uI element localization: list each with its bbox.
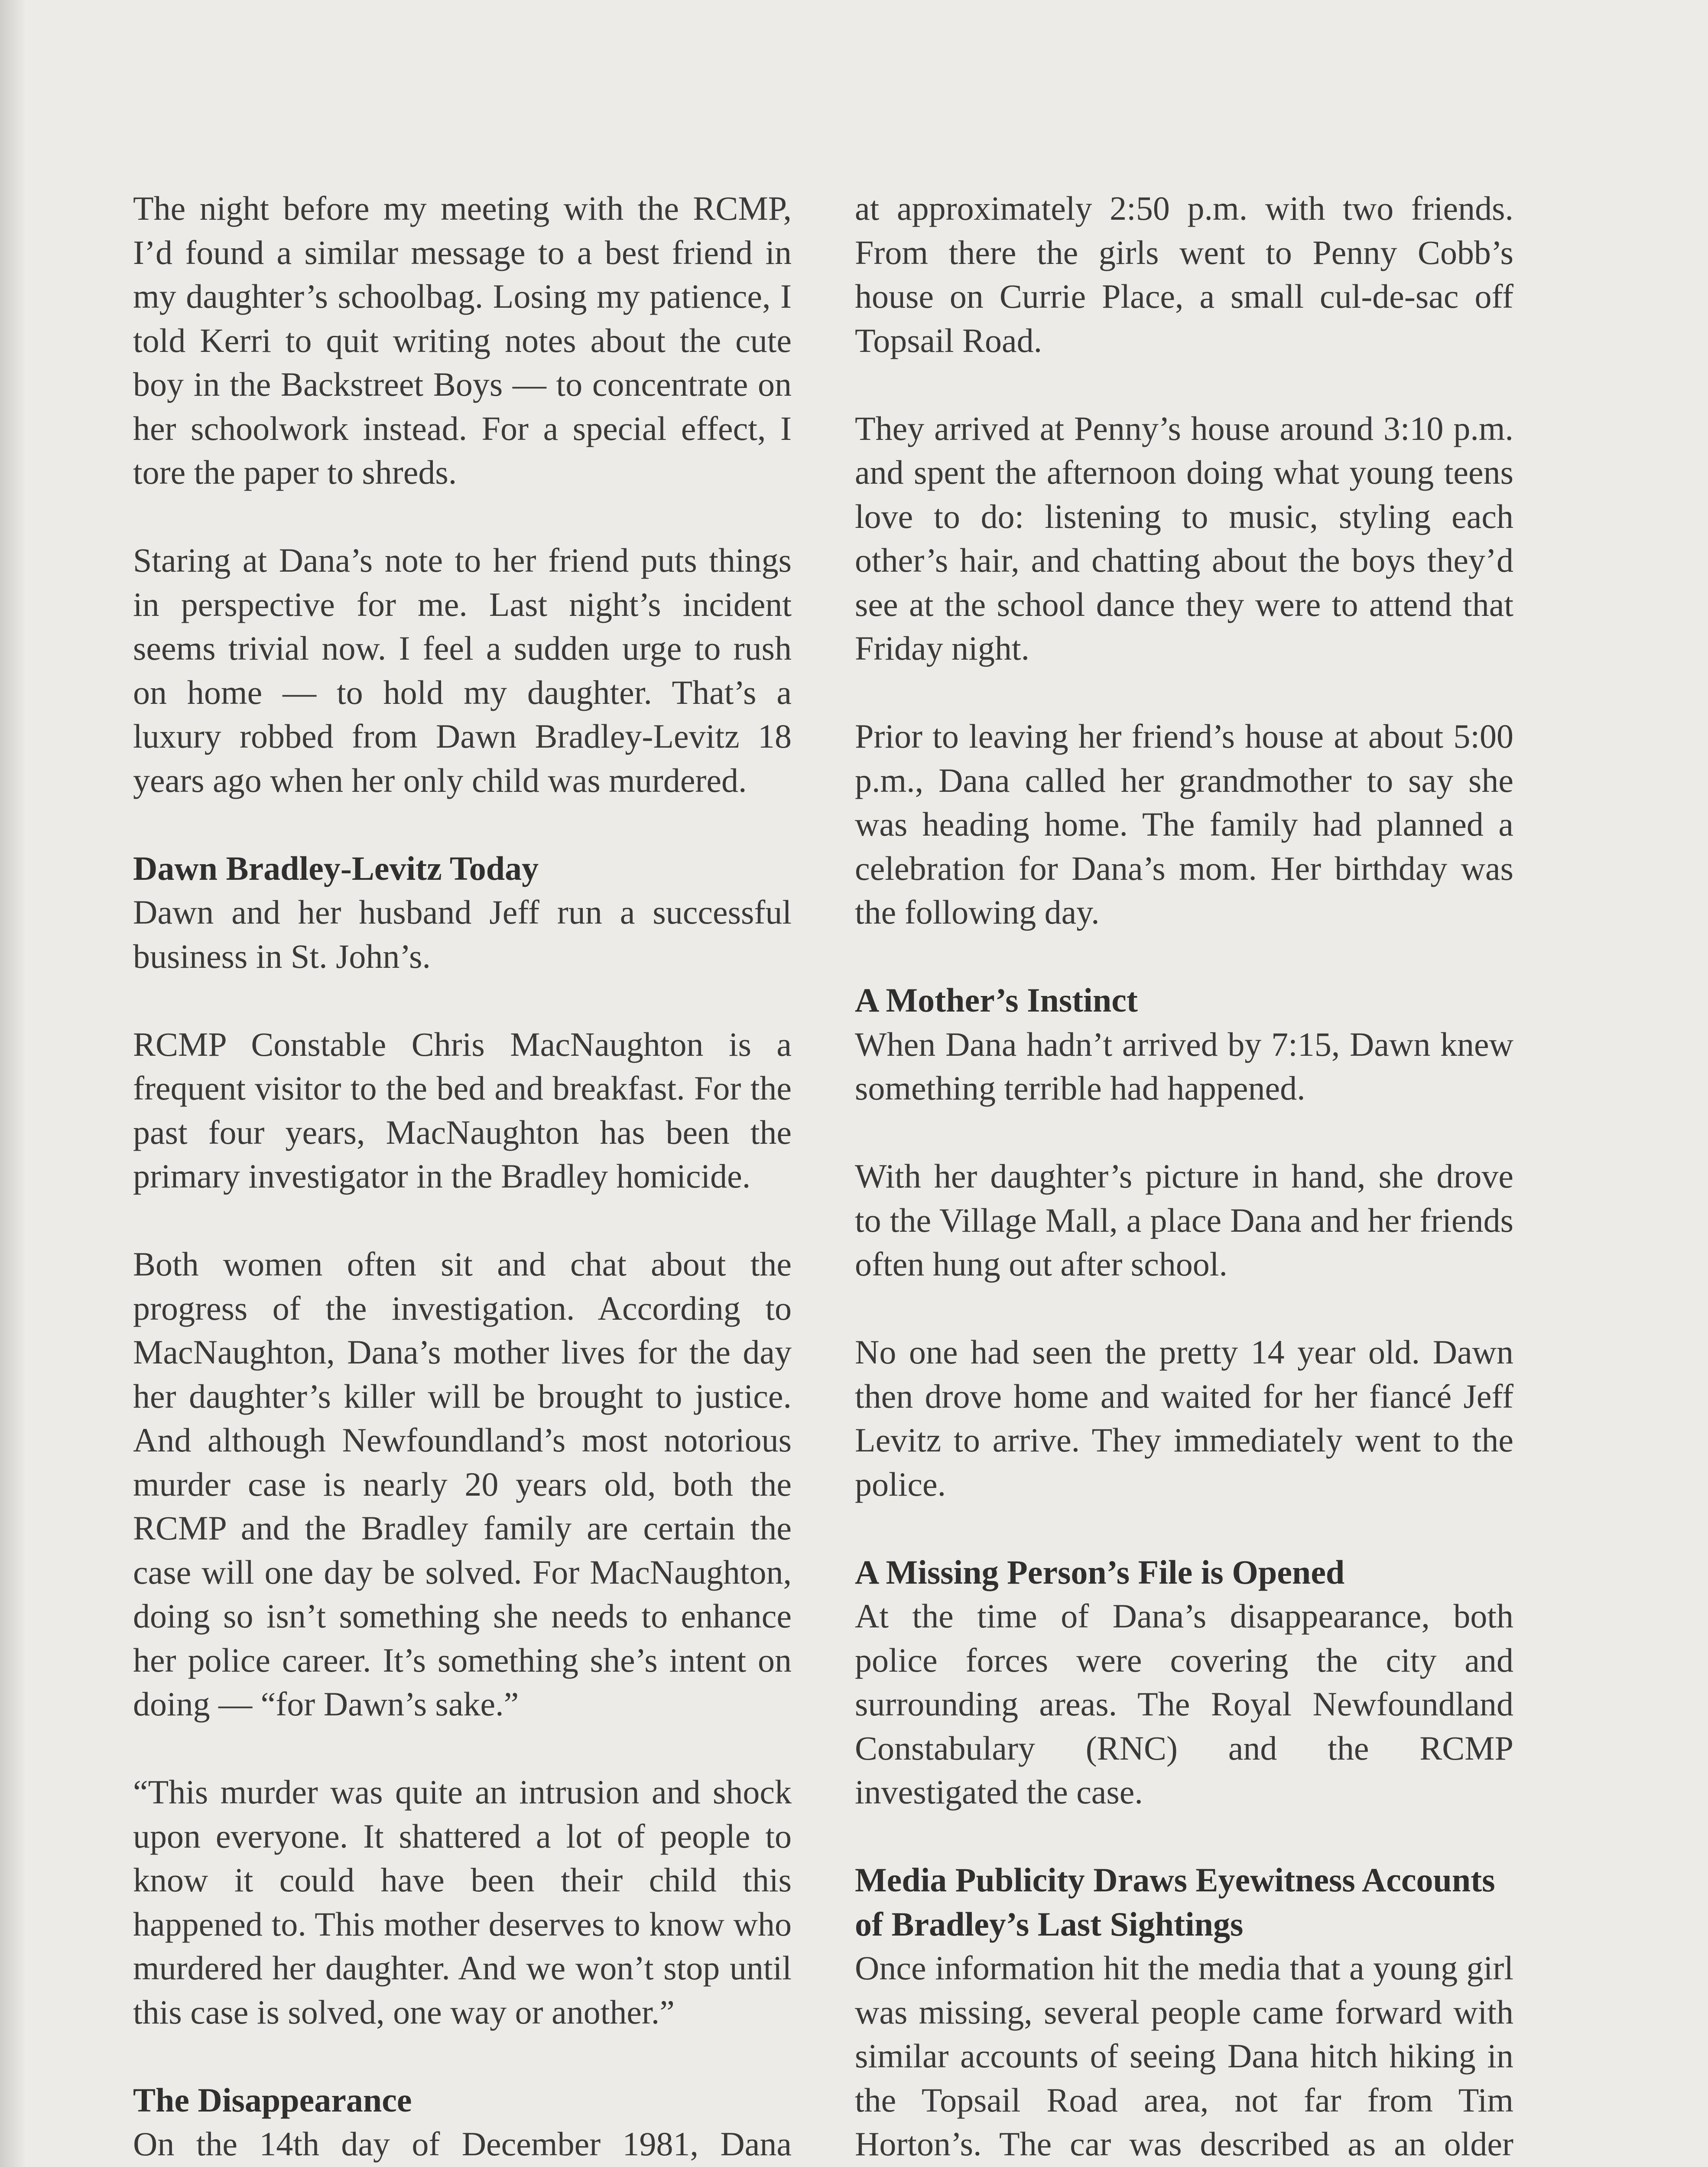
quote-paragraph: “This murder was quite an intrusion and shock upon everyone. It shattered a lot of people to know it could have been their child this happened to. This mother deserves to know who murdered her daughter. And we won’t stop until this case is solved, one way or another.” bbox=[133, 1773, 792, 2031]
paragraph: The night before my meeting with the RCMP, I’d found a similar message to a best friend in my daughter’s schoolbag. Losing my patience, I told Kerri to quit writing notes about the cute boy in the Backstreet Boys — to concentrate on her schoolwork instead. For a special effect, I tore the paper to shreds. bbox=[133, 189, 792, 491]
paragraph: They arrived at Penny’s house around 3:10 p.m. and spent the afternoon doing what young teens love to do: listening to music, styling each other’s hair, and chatting about the boys they’d see at the school dance they were to attend that Friday night. bbox=[855, 409, 1513, 667]
left-column bbox=[133, 186, 792, 2167]
paragraph: Dawn and her husband Jeff run a successful business in St. John’s. bbox=[133, 893, 792, 975]
section-heading: A Missing Person’s File is Opened bbox=[855, 1553, 1345, 1591]
section-heading: The Disappearance bbox=[133, 2081, 412, 2119]
paragraph: Both women often sit and chat about the progress of the investigation. According to MacNaughton, Dana’s mother lives for the day her daughter’s killer will be brought to justice. And although Newfoundland’s most notorious murder case is nearly 20 years old, both the RCMP and the Bradley family are certain the case will one day be solved. For MacNaughton, doing so isn’t something she needs to enhance her police career. It’s something she’s intent on doing — “for Dawn’s sake.” bbox=[133, 1245, 792, 1723]
paragraph: Prior to leaving her friend’s house at about 5:00 p.m., Dana called her grandmother to say she was heading home. The family had planned a celebration for Dana’s mom. Her birthday was the following day. bbox=[855, 717, 1513, 931]
paragraph: At the time of Dana’s disappearance, both police forces were covering the city and surrounding areas. The Royal Newfoundland Constabulary (RNC) and the RCMP investigated the case. bbox=[855, 1597, 1513, 1811]
paragraph: On the 14th day of December 1981, Dana bbox=[133, 2125, 792, 2163]
paragraph: With her daughter’s picture in hand, she drove to the Village Mall, a place Dana and her friends often hung out after school. bbox=[855, 1157, 1513, 1283]
paragraph: Once information hit the media that a young girl was missing, several people came forward with similar accounts of seeing Dana hitch hiking in the Topsail Road area, not far from Tim Horton’s. The car was described as an older bbox=[855, 1949, 1513, 2163]
page-edge-shadow bbox=[0, 0, 26, 2167]
paragraph: RCMP Constable Chris MacNaughton is a frequent visitor to the bed and breakfast. For the past four years, MacNaughton has been the primary investigator in the Bradley homicide. bbox=[133, 1025, 792, 1195]
right-column bbox=[855, 186, 1513, 2167]
section-heading: Dawn Bradley-Levitz Today bbox=[133, 849, 539, 887]
paragraph: at approximately 2:50 p.m. with two friends. From there the girls went to Penny Cobb’s house on Currie Place, a small cul-de-sac off Topsail Road. bbox=[855, 189, 1513, 359]
paragraph: Staring at Dana’s note to her friend puts things in perspective for me. Last night’s incident seems trivial now. I feel a sudden urge to rush on home — to hold my daughter. That’s a luxury robbed from Dawn Bradley-Levitz 18 years ago when her only child was murdered. bbox=[133, 541, 792, 799]
section-heading: Media Publicity Draws Eyewitness Accounts of Bradley’s Last Sightings bbox=[855, 1861, 1495, 1943]
section-heading: A Mother’s Instinct bbox=[855, 981, 1138, 1019]
paragraph: When Dana hadn’t arrived by 7:15, Dawn knew something terrible had happened. bbox=[855, 1025, 1513, 1107]
paragraph: No one had seen the pretty 14 year old. Dawn then drove home and waited for her fiancé Jeff Levitz to arrive. They immediately went to the police. bbox=[855, 1333, 1513, 1503]
